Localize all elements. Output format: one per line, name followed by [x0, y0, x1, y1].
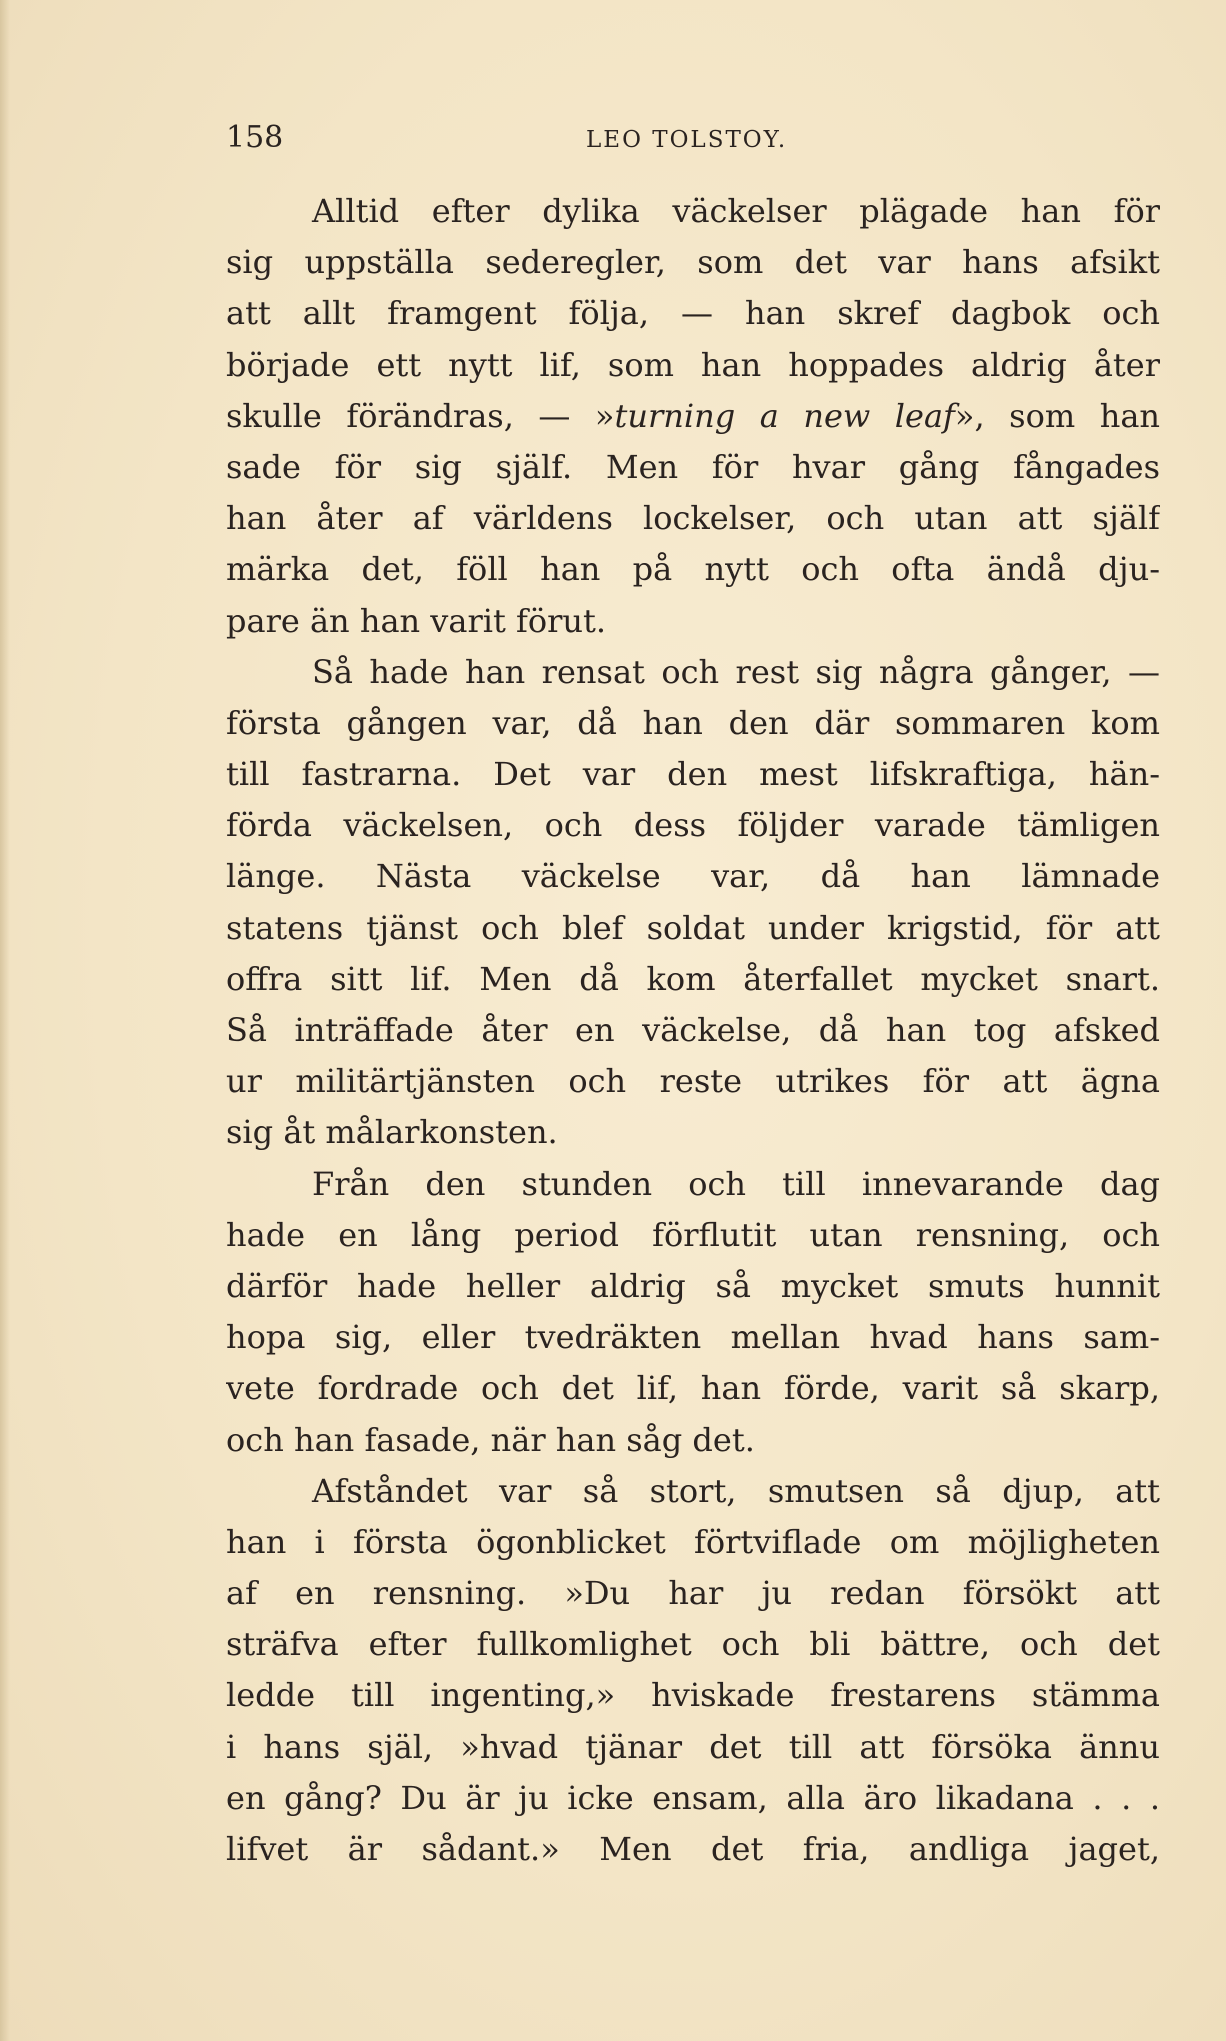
- text-line: märka det, föll han på nytt och ofta ändå dju-: [226, 550, 1160, 589]
- text-line: sträfva efter fullkomlighet och bli bättre, och det: [226, 1625, 1160, 1664]
- running-head: LEO TOLSTOY.: [586, 127, 788, 153]
- text-line: han i första ögonblicket förtviflade om möjligheten: [226, 1522, 1160, 1561]
- text-line: en gång? Du är ju icke ensam, alla äro likadana . . .: [226, 1778, 1160, 1817]
- text-segment: », som han: [954, 396, 1160, 435]
- text-line: sig åt målarkonsten.: [226, 1113, 558, 1152]
- text-line: vete fordrade och det lif, han förde, varit så skarp,: [226, 1369, 1160, 1408]
- text-line: därför hade heller aldrig så mycket smuts hunnit: [226, 1266, 1160, 1305]
- text-line: till fastrarna. Det var den mest lifskraftiga, hän-: [226, 755, 1160, 794]
- text-line: förda väckelsen, och dess följder varade tämligen: [226, 806, 1160, 845]
- text-line: Alltid efter dylika väckelser plägade han för: [312, 192, 1160, 230]
- text-segment: skulle förändras, — »: [226, 396, 615, 435]
- text-line: pare än han varit förut.: [226, 601, 607, 640]
- text-line: i hans själ, »hvad tjänar det till att försöka ännu: [226, 1727, 1160, 1766]
- text-line: ur militärtjänsten och reste utrikes för att ägna: [226, 1062, 1160, 1101]
- page-header: [226, 118, 1160, 158]
- text-line: hade en lång period förflutit utan rensning, och: [226, 1215, 1160, 1254]
- text-line: att allt framgent följa, — han skref dagbok och: [226, 294, 1160, 333]
- text-line: länge. Nästa väckelse var, då han lämnade: [226, 857, 1160, 896]
- text-line: offra sitt lif. Men då kom återfallet mycket snart.: [226, 959, 1160, 998]
- text-line: första gången var, då han den där sommaren kom: [226, 703, 1160, 742]
- italic-phrase: turning a new leaf: [614, 396, 955, 435]
- page-number: 158: [226, 120, 284, 155]
- text-line: Afståndet var så stort, smutsen så djup, att: [312, 1471, 1160, 1510]
- text-line: [226, 391, 1160, 442]
- text-line: och han fasade, när han såg det.: [226, 1420, 755, 1459]
- text-line: han åter af världens lockelser, och utan att själf: [226, 499, 1160, 538]
- text-line: Så inträffade åter en väckelse, då han tog afsked: [226, 1011, 1160, 1049]
- text-line: Så hade han rensat och rest sig några gånger, —: [312, 652, 1160, 691]
- text-line: hopa sig, eller tvedräkten mellan hvad hans sam-: [226, 1318, 1160, 1357]
- text-line: började ett nytt lif, som han hoppades aldrig åter: [226, 345, 1160, 384]
- text-line: af en rensning. »Du har ju redan försökt att: [226, 1574, 1160, 1613]
- text-line: sig uppställa sederegler, som det var hans afsikt: [226, 243, 1160, 282]
- text-line: Från den stunden och till innevarande dag: [312, 1164, 1160, 1203]
- page-fold-shadow: [0, 0, 10, 2041]
- body-text: [226, 186, 1160, 1875]
- text-line: statens tjänst och blef soldat under krigstid, för att: [226, 908, 1160, 947]
- text-line: sade för sig själf. Men för hvar gång fångades: [226, 447, 1160, 486]
- text-line: ledde till ingenting,» hviskade frestarens stämma: [226, 1676, 1160, 1715]
- text-line: lifvet är sådant.» Men det fria, andliga jaget,: [226, 1830, 1160, 1868]
